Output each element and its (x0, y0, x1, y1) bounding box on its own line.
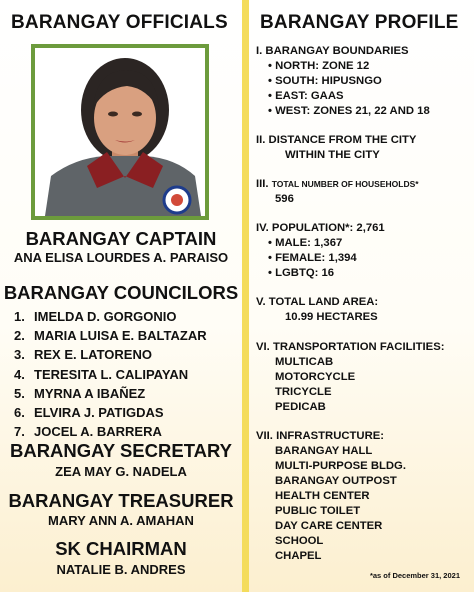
captain-name: ANA ELISA LOURDES A. PARAISO (13, 250, 229, 265)
households-label: TOTAL NUMBER OF HOUSEHOLDS* (271, 179, 419, 189)
list-item: • FEMALE: 1,394 (268, 252, 357, 264)
land-value: 10.99 HECTARES (285, 311, 378, 323)
list-item: BARANGAY HALL (275, 445, 373, 457)
list-item: MULTI-PURPOSE BLDG. (275, 460, 406, 472)
portrait-photo-icon (35, 48, 205, 216)
councilors-title: BARANGAY COUNCILORS (3, 282, 239, 303)
sk-title: SK CHAIRMAN (55, 538, 187, 559)
secretary-name: ZEA MAY G. NADELA (55, 464, 187, 479)
list-item: • WEST: ZONES 21, 22 AND 18 (268, 105, 430, 117)
land-title: V. TOTAL LAND AREA: (256, 296, 379, 308)
infra-title: VII. INFRASTRUCTURE: (256, 430, 385, 442)
footnote: *as of December 31, 2021 (369, 571, 460, 580)
officials-heading: BARANGAY OFFICIALS (11, 12, 228, 33)
households-section (256, 177, 419, 207)
households-prefix: III. (256, 178, 269, 190)
list-item: 5. MYRNA A IBAÑEZ (14, 385, 146, 401)
list-item: 6. ELVIRA J. PATIGDAS (14, 404, 164, 420)
treasurer-title: BARANGAY TREASURER (8, 490, 234, 511)
boundaries-section (256, 44, 430, 119)
captain-photo (35, 48, 205, 216)
list-item: • MALE: 1,367 (268, 237, 343, 249)
list-item: • SOUTH: HIPUSNGO (268, 75, 382, 87)
transport-title: VI. TRANSPORTATION FACILITIES: (256, 341, 445, 353)
secretary-title: BARANGAY SECRETARY (9, 440, 233, 461)
list-item: MULTICAB (275, 356, 334, 368)
list-item: CHAPEL (275, 550, 322, 562)
list-item: PEDICAB (275, 401, 326, 413)
households-title (256, 177, 419, 192)
captain-photo-frame (31, 44, 209, 220)
list-item: 4. TERESITA L. CALIPAYAN (14, 366, 189, 382)
transport-section (256, 340, 445, 415)
distance-value: WITHIN THE CITY (285, 149, 380, 161)
sk-name: NATALIE B. ANDRES (56, 562, 186, 577)
list-item: DAY CARE CENTER (275, 520, 383, 532)
list-item: • NORTH: ZONE 12 (268, 60, 370, 72)
list-item: 3. REX E. LATORENO (14, 347, 152, 363)
boundaries-title: I. BARANGAY BOUNDARIES (256, 45, 409, 57)
list-item: TRICYCLE (275, 386, 332, 398)
captain-title: BARANGAY CAPTAIN (25, 228, 217, 249)
councilors-list (14, 307, 207, 441)
households-value: 596 (275, 193, 294, 205)
treasurer-name: MARY ANN A. AMAHAN (48, 513, 194, 528)
population-section (256, 221, 385, 281)
list-item: 7. JOCEL A. BARRERA (14, 424, 162, 440)
list-item: BARANGAY OUTPOST (275, 475, 397, 487)
list-item: PUBLIC TOILET (275, 505, 361, 517)
list-item: • EAST: GAAS (268, 90, 344, 102)
column-divider (242, 0, 249, 592)
population-title: IV. POPULATION*: 2,761 (256, 222, 385, 234)
land-section (256, 295, 378, 325)
list-item: MOTORCYCLE (275, 371, 356, 383)
infra-section (256, 429, 406, 564)
list-item: HEALTH CENTER (275, 490, 370, 502)
list-item: 2. MARIA LUISA E. BALTAZAR (14, 328, 207, 344)
list-item: • LGBTQ: 16 (268, 267, 335, 279)
profile-heading: BARANGAY PROFILE (260, 12, 459, 33)
list-item: 1. IMELDA D. GORGONIO (14, 309, 177, 324)
distance-title: II. DISTANCE FROM THE CITY (256, 134, 417, 146)
distance-section (256, 133, 416, 163)
list-item: SCHOOL (275, 535, 324, 547)
